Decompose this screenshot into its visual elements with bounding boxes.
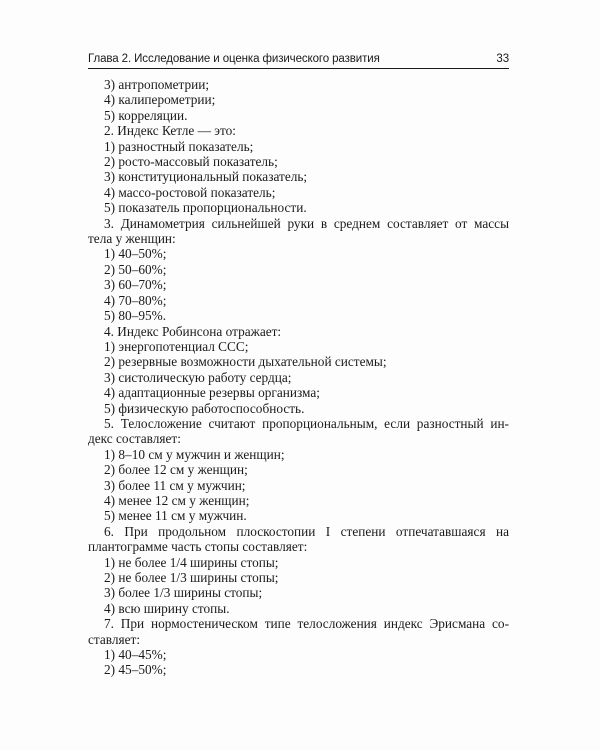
chapter-title: Глава 2. Исследование и оценка физического развития xyxy=(88,53,380,65)
text-line: 4) массо-ростовой показатель; xyxy=(104,184,276,200)
text-line: 5) корреляции. xyxy=(104,107,188,123)
text-line: 2. Индекс Кетле — это: xyxy=(104,123,236,139)
question-continuation: тела у женщин: xyxy=(88,231,176,247)
question-line: 7. При нормостеническом типе телосложения индекс Эрисмана со- xyxy=(104,616,509,632)
text-line: 3) более 1/3 ширины стопы; xyxy=(104,585,263,601)
text-line: 1) 40–45%; xyxy=(104,647,167,663)
question-continuation: ставляет: xyxy=(88,631,141,647)
question-continuation: декс составляет: xyxy=(88,431,181,447)
text-line: 4) калиперометрии; xyxy=(104,92,216,108)
text-line: 1) 40–50%; xyxy=(104,246,167,262)
text-line: 2) не более 1/3 ширины стопы; xyxy=(104,570,279,585)
text-line: 2) резервные возможности дыхательной системы; xyxy=(104,354,387,370)
text-line: 5) физическую работоспособность. xyxy=(104,400,305,416)
question-line: 6. При продольном плоскостопии I степени отпечатавшаяся на xyxy=(104,523,509,539)
text-line: 5) показатель пропорциональности. xyxy=(104,200,307,216)
text-line: 3) 60–70%; xyxy=(104,277,167,293)
text-line: 2) более 12 см у женщин; xyxy=(104,462,248,478)
question-continuation: плантограмме часть стопы составляет: xyxy=(88,539,308,555)
text-line: 1) не более 1/4 ширины стопы; xyxy=(104,554,279,570)
text-line: 1) 8–10 см у мужчин и женщин; xyxy=(104,446,285,462)
text-line: 4) всю ширину стопы. xyxy=(104,600,230,616)
header-rule xyxy=(88,68,509,69)
page-body xyxy=(88,77,509,678)
text-line: 1) энергопотенциал ССС; xyxy=(104,338,249,354)
running-header xyxy=(88,50,509,68)
text-line: 4. Индекс Робинсона отражает: xyxy=(104,323,282,339)
text-line: 3) более 11 см у мужчин; xyxy=(104,477,246,493)
text-line: 3) систолическую работу сердца; xyxy=(104,369,292,385)
question-line: 5. Телосложение считают пропорциональным, если разностный ин- xyxy=(104,415,509,431)
question-line: 3. Динамометрия сильнейшей руки в среднем составляет от массы xyxy=(104,215,509,231)
text-line: 5) 80–95%. xyxy=(104,308,167,324)
text-line: 4) 70–80%; xyxy=(104,292,167,308)
text-line: 2) 50–60%; xyxy=(104,261,167,277)
text-line: 3) антропометрии; xyxy=(104,77,210,92)
text-line: 5) менее 11 см у мужчин. xyxy=(104,508,247,524)
text-line: 2) 45–50%; xyxy=(104,662,167,678)
text-line: 4) адаптационные резервы организма; xyxy=(104,385,320,401)
text-line: 2) росто-массовый показатель; xyxy=(104,154,278,170)
text-line: 4) менее 12 см у женщин; xyxy=(104,492,250,508)
page-number: 33 xyxy=(496,53,509,65)
text-line: 3) конституциональный показатель; xyxy=(104,169,308,185)
text-line: 1) разностный показатель; xyxy=(104,138,254,154)
